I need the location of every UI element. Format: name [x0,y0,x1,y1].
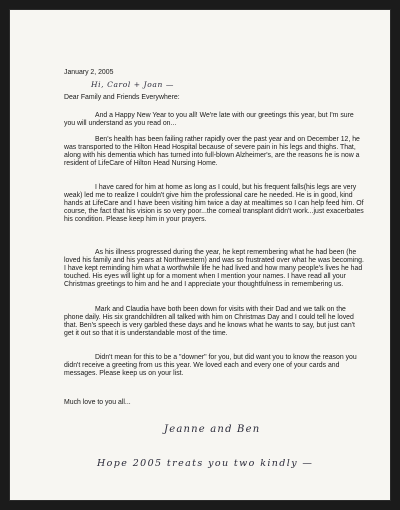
paragraph-reason: Didn't mean for this to be a "downer" for you, but did want you to know the reason you didn't receive a greeting from us this year. We loved each and every one of your cards and messages. Please keep us on your list. [64,354,357,378]
paragraph-family-visits: Mark and Claudia have both been down for visits with their Dad and we talk on the phone daily. His six grandchildren all talked with him on Christmas Day and I could tell he loved that. Ben's speech is very garbled these days and he knows what he wants to say, but just can't get it out so that it is understandable most of the time. [64,306,355,338]
paragraph-illness: As his illness progressed during the year, he kept remembering what he had been (he loved his family and his years at Northwestern) and was so frustrated over what he was becoming. I have kept reminding him what a worthwhile life he had lived and how many people's lives he had touched. His eyes will light up for a moment when I mention your names. I have read all your Christmas greetings to him and he and I appreciate your thoughtfulness in remembering us. [64,249,364,289]
paragraph-care: I have cared for him at home as long as I could, but his frequent falls(his legs are very weak) led me to realize I couldn't give him the professional care he needed. He is in good, kind hands at LifeCare and I have been visiting him twice a day at mealtimes so I can help feed him. Of course, the fact that his vision is so very poor...the corneal transplant didn't work...just exacerbates his condition. Please keep him in your prayers. [64,184,364,224]
letter-date: January 2, 2005 [64,69,114,76]
handwritten-signature: Jeanne and Ben [164,424,261,435]
paragraph-health: Ben's health has been failing rather rapidly over the past year and on December 12, he was transported to the Hilton Head Hospital because of severe pain in his legs and thighs. That, along with his dementia which has turned into full-blown Alzheimer's, are the reasons he is now a resident of LifeCare of Hilton Head Nursing Home. [64,136,360,168]
salutation: Dear Family and Friends Everywhere: [64,94,180,101]
letter-page [9,9,391,501]
handwritten-postscript: Hope 2005 treats you two kindly — [97,458,314,469]
paragraph-new-year: And a Happy New Year to you all! We're late with our greetings this year, but I'm sure you will understand as you read on... [64,112,354,128]
closing-line: Much love to you all... [64,399,131,406]
handwritten-greeting: Hi, Carol + Joan — [91,80,174,89]
